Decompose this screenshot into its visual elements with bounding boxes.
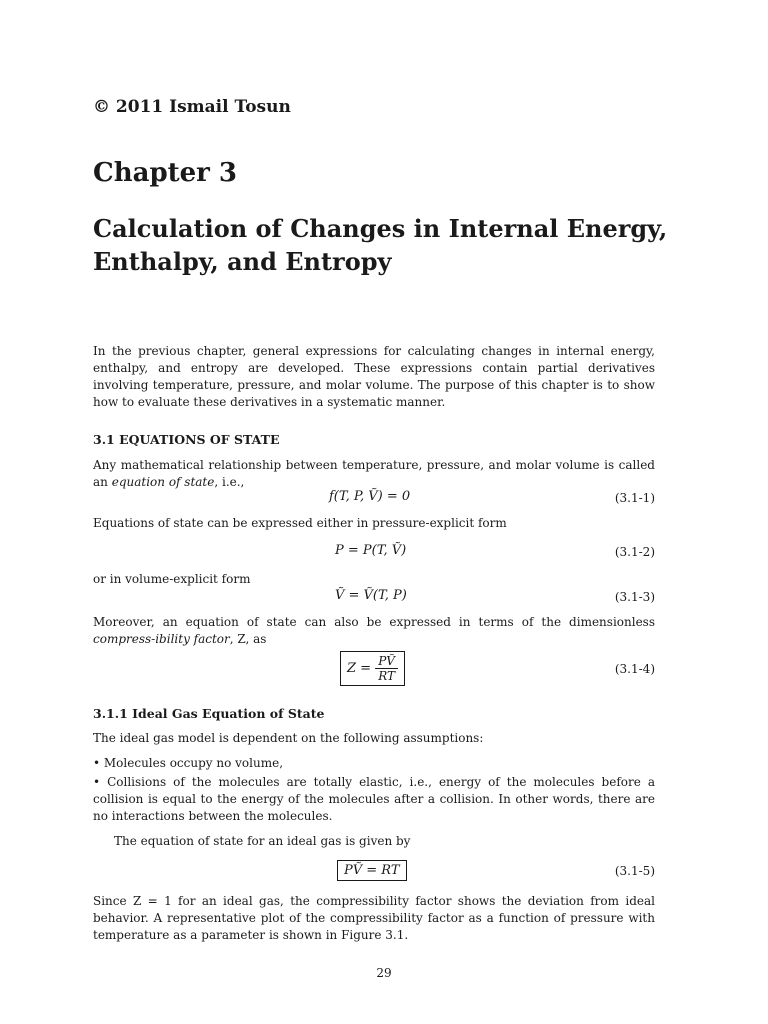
- equation-number: (3.1-4): [614, 662, 655, 676]
- equation-number: (3.1-1): [614, 491, 655, 505]
- paragraph-eos-definition: [93, 457, 655, 491]
- term-compressibility-factor: compress-ibility factor: [93, 632, 230, 646]
- paragraph-assumptions: The ideal gas model is dependent on the following assumptions:: [93, 731, 484, 745]
- equation-3-1-4: [93, 651, 655, 689]
- paragraph-compressibility-text: Moreover, an equation of state can also be expressed in terms of the dimensionless: [93, 615, 655, 629]
- section-heading-3-1-1: 3.1.1 Ideal Gas Equation of State: [93, 706, 325, 721]
- paragraph-eos-suffix: , i.e.,: [214, 475, 245, 489]
- equation-expression: Ṽ = Ṽ(T, P): [335, 588, 407, 603]
- equation-number: (3.1-2): [614, 545, 655, 559]
- page-number: 29: [376, 966, 392, 980]
- paragraph-compressibility-plot: Since Z = 1 for an ideal gas, the compressibility factor shows the deviation from ideal behavior. A representative plot of the compressibility factor as a function of pressure with temperature as a parameter is shown in Figure 3.1.: [93, 894, 655, 942]
- boxed-equation: [340, 651, 405, 686]
- chapter-title: Calculation of Changes in Internal Energy, Enthalpy, and Entropy: [93, 214, 668, 276]
- term-equation-of-state: equation of state: [111, 475, 215, 489]
- equation-3-1-3: [93, 588, 655, 610]
- paragraph-compressibility: [93, 614, 655, 648]
- equation-lhs: Z =: [347, 661, 372, 676]
- fraction-numerator: PṼ: [375, 654, 398, 669]
- equation-3-1-1: [93, 489, 655, 511]
- chapter-label: Chapter 3: [93, 158, 238, 188]
- equation-expression: f(T, P, Ṽ) = 0: [329, 489, 411, 504]
- equation-number: (3.1-5): [614, 864, 655, 878]
- section-heading-3-1: 3.1 EQUATIONS OF STATE: [93, 432, 280, 447]
- bullet-item-collisions: • Collisions of the molecules are totally elastic, i.e., energy of the molecules before a collision is equal to the energy of the molecules after a collision. In other words, there are no interactions between the molecules.: [93, 775, 655, 823]
- equation-number: (3.1-3): [614, 590, 655, 604]
- fraction-denominator: RT: [378, 669, 396, 683]
- paragraph-ideal-gas-intro: The equation of state for an ideal gas is given by: [114, 834, 411, 848]
- bullet-item-volume: • Molecules occupy no volume,: [93, 756, 284, 770]
- fraction: [375, 654, 398, 683]
- paragraph-volume-explicit: or in volume-explicit form: [93, 572, 251, 586]
- equation-3-1-5: [93, 860, 655, 882]
- equation-expression: P = P(T, Ṽ): [335, 543, 407, 558]
- paragraph-compressibility-suffix: , Z, as: [229, 632, 267, 646]
- boxed-equation: PṼ = RT: [337, 860, 407, 881]
- intro-paragraph: In the previous chapter, general expressions for calculating changes in internal energy, enthalpy, and entropy are developed. These expressions contain partial derivatives involving temperature, pressure, and molar volume. The purpose of this chapter is to show how to evaluate these derivatives in a systematic manner.: [93, 344, 655, 409]
- equation-3-1-2: [93, 543, 655, 565]
- paragraph-eos-text: Any mathematical relationship between temperature, pressure, and molar volume is called an: [93, 458, 655, 489]
- copyright-line: © 2011 Ismail Tosun: [93, 97, 291, 117]
- paragraph-pressure-explicit: Equations of state can be expressed either in pressure-explicit form: [93, 516, 507, 530]
